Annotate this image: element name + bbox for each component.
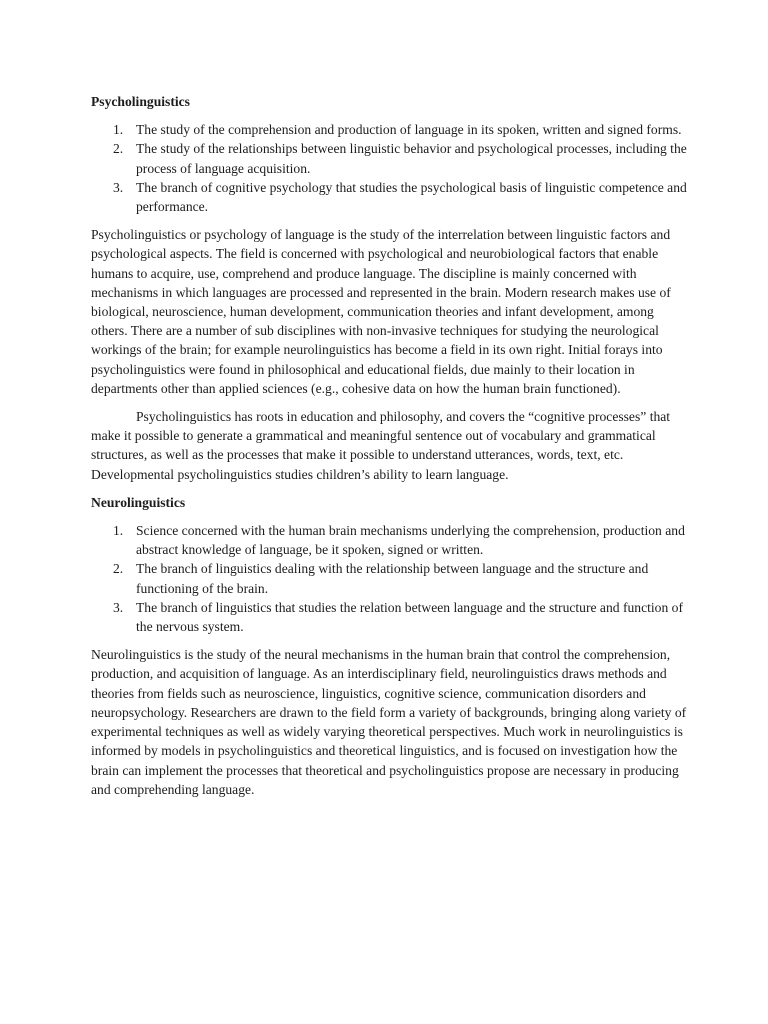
definition-list [91,120,687,216]
list-number: 1. [113,122,124,138]
definition-text: The branch of linguistics that studies the relation between language and the structure and function of the nervous system. [136,599,683,635]
definition-item [91,521,687,559]
section-heading: Neurolinguistics [91,494,186,510]
definition-item [91,120,687,139]
definition-text: Science concerned with the human brain mechanisms underlying the comprehension, production and abstract knowledge of language, be it spoken, signed or written. [136,523,685,558]
section-psycholinguistics [91,92,687,484]
definition-item [91,598,687,636]
definition-text: The branch of linguistics dealing with the relationship between language and the structure and functioning of the brain. [136,561,649,596]
section-neurolinguistics [91,493,687,799]
list-number: 2. [113,141,124,157]
definition-text: The study of the relationships between linguistic behavior and psychological processes, including the process of language acquisition. [136,141,687,176]
list-number: 2. [113,561,124,577]
list-number: 3. [113,179,124,195]
body-paragraph: Neurolinguistics is the study of the neural mechanisms in the human brain that control the comprehension, production, and acquisition of language. As an interdisciplinary field, neurolinguistics draws methods and theories from fields such as neuroscience, linguistics, cognitive science, communication disorders and neuropsychology. Researchers are drawn to the field form a variety of backgrounds, bringing along variety of experimental techniques as well as widely varying theoretical perspectives. Much work in neurolinguistics is informed by models in psycholinguistics and theoretical linguistics, and is focused on investigation how the brain can implement the processes that theoretical and psycholinguistics propose are necessary in producing and comprehending language. [91,647,687,797]
body-paragraph: Psycholinguistics has roots in education and philosophy, and covers the “cognitive processes” that make it possible to generate a grammatical and meaningful sentence out of vocabulary and grammatical structures, as well as the processes that make it possible to understand utterances, words, text, etc. Developmental psycholinguistics studies children’s ability to learn language. [91,409,671,482]
definition-item [91,139,687,177]
document-page [91,92,687,808]
definition-text: The branch of cognitive psychology that studies the psychological basis of linguistic competence and performance. [136,179,687,215]
definition-item [91,178,687,216]
list-number: 3. [113,599,124,615]
body-paragraph: Psycholinguistics or psychology of language is the study of the interrelation between linguistic factors and psychological aspects. The field is concerned with psychological and neurobiological factors that enable humans to acquire, use, comprehend and produce language. The discipline is mainly concerned with mechanisms in which languages are processed and represented in the brain. Modern research makes use of biological, neuroscience, human development, communication theories and infant development, among others. There are a number of sub disciplines with non-invasive techniques for studying the neurological workings of the brain; for example neurolinguistics has become a field in its own right. Initial forays into psycholinguistics were found in philosophical and educational fields, due mainly to their location in departments other than applied sciences (e.g., cohesive data on how the human brain functioned). [91,227,671,396]
list-number: 1. [113,523,124,539]
section-heading: Psycholinguistics [91,94,190,109]
definition-item [91,559,687,597]
definition-list [91,521,687,636]
definition-text: The study of the comprehension and production of language in its spoken, written and signed forms. [136,122,682,138]
